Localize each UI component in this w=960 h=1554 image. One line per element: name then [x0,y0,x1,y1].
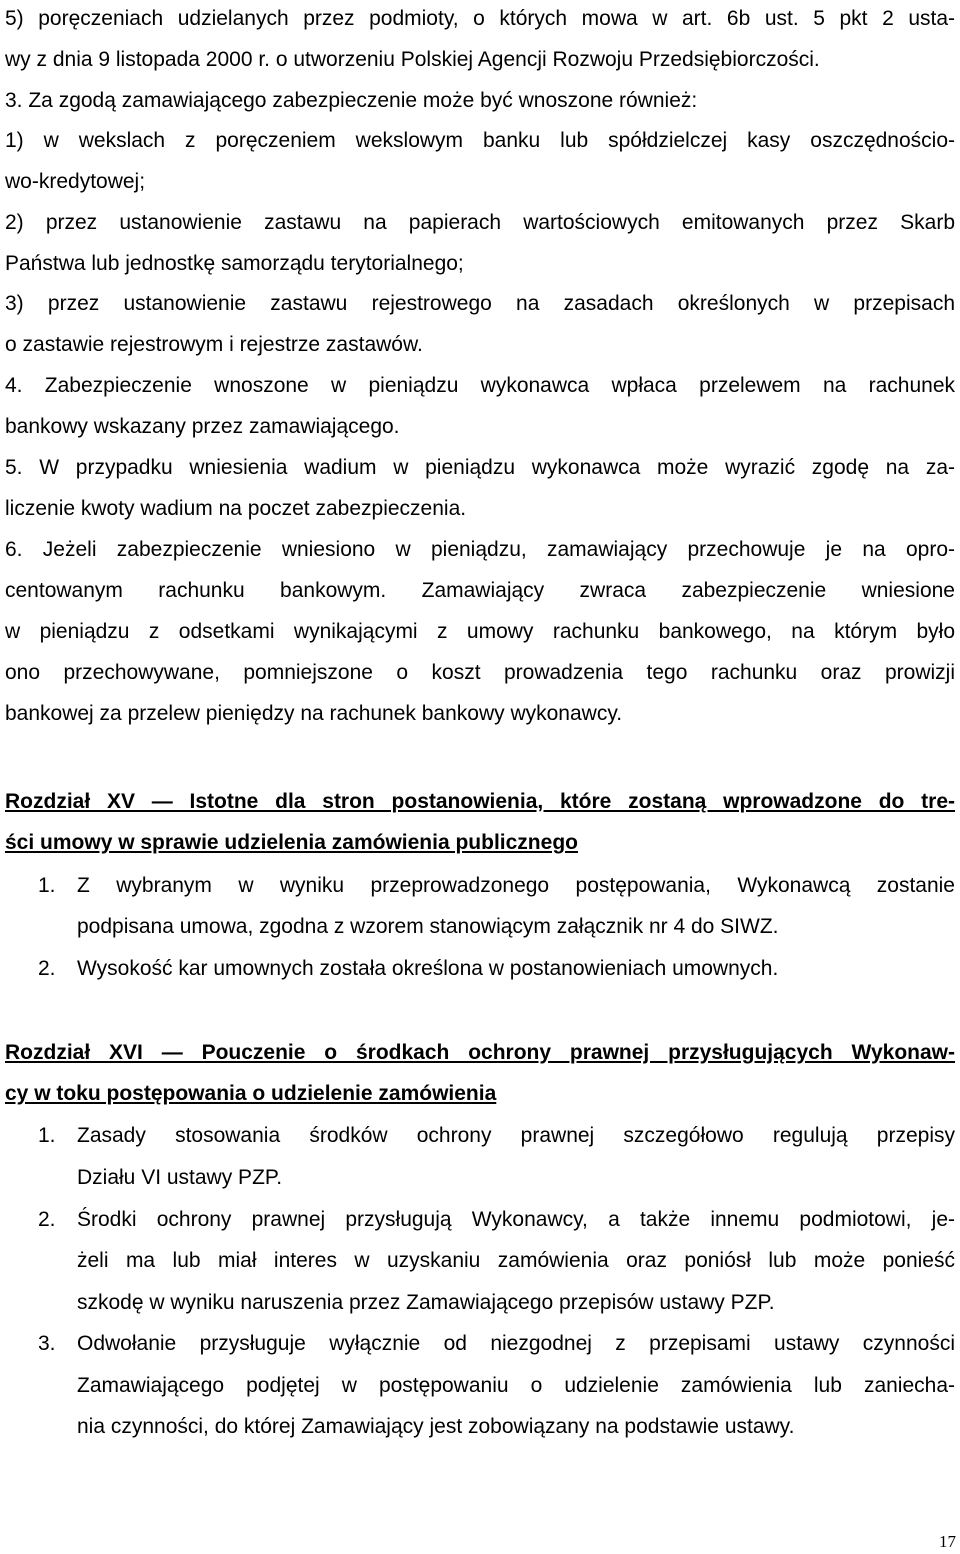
text-line: o zastawie rejestrowym i rejestrze zastawów. [5,333,423,356]
list-number: 2. [38,957,56,980]
text-line: 4. Zabezpieczenie wnoszone w pieniądzu wykonawca wpłaca przelewem na rachunek [5,374,955,397]
text-line: bankowy wskazany przez zamawiającego. [5,415,400,438]
text-line: centowanym rachunku bankowym. Zamawiający zwraca zabezpieczenie wniesione [5,579,955,602]
list-number: 3. [38,1332,56,1355]
text-line: ono przechowywane, pomniejszone o koszt prowadzenia tego rachunku oraz prowizji [5,661,955,684]
list-item-text: Zamawiającego podjętej w postępowaniu o udzielenie zamówienia lub zaniecha- [77,1374,955,1397]
text-line: 3. Za zgodą zamawiającego zabezpieczenie może być wnoszone również: [5,89,698,112]
section-heading: cy w toku postępowania o udzielenie zamówienia [5,1082,497,1105]
list-item-text: Działu VI ustawy PZP. [77,1166,283,1189]
list-number: 1. [38,874,56,897]
list-item-text: Zasady stosowania środków ochrony prawnej szczegółowo regulują przepisy [77,1124,955,1147]
text-line: wo-kredytowej; [5,170,146,193]
page-number: 17 [939,1532,956,1551]
text-line: bankowej za przelew pieniędzy na rachunek bankowy wykonawcy. [5,702,623,725]
text-line: Państwa lub jednostkę samorządu terytorialnego; [5,252,464,275]
text-line: liczenie kwoty wadium na poczet zabezpieczenia. [5,497,467,520]
text-line: 5. W przypadku wniesienia wadium w pieniądzu wykonawca może wyrazić zgodę na za- [5,456,955,479]
text-line: 5) poręczeniach udzielanych przez podmioty, o których mowa w art. 6b ust. 5 pkt 2 usta- [5,7,955,30]
list-number: 2. [38,1208,56,1231]
list-item-text: nia czynności, do której Zamawiający jest zobowiązany na podstawie ustawy. [77,1415,795,1438]
text-line: 2) przez ustanowienie zastawu na papierach wartościowych emitowanych przez Skarb [5,211,955,234]
list-item-text: Środki ochrony prawnej przysługują Wykonawcy, a także innemu podmiotowi, je- [77,1208,955,1231]
list-item-text: szkodę w wyniku naruszenia przez Zamawiającego przepisów ustawy PZP. [77,1291,775,1314]
list-item-text: podpisana umowa, zgodna z wzorem stanowiącym załącznik nr 4 do SIWZ. [77,915,779,938]
list-item-text: żeli ma lub miał interes w uzyskaniu zamówienia oraz poniósł lub może ponieść [77,1249,955,1272]
text-line: 1) w wekslach z poręczeniem wekslowym banku lub spółdzielczej kasy oszczędnościo- [5,129,955,152]
text-line: w pieniądzu z odsetkami wynikającymi z umowy rachunku bankowego, na którym było [5,620,955,643]
text-line: 3) przez ustanowienie zastawu rejestrowego na zasadach określonych w przepisach [5,292,955,315]
list-item-text: Odwołanie przysługuje wyłącznie od niezgodnej z przepisami ustawy czynności [77,1332,955,1355]
section-heading: Rozdział XV — Istotne dla stron postanowienia, które zostaną wprowadzone do tre- [5,790,955,813]
section-heading: ści umowy w sprawie udzielenia zamówienia publicznego [5,831,578,854]
list-item-text: Wysokość kar umownych została określona w postanowieniach umownych. [77,957,779,980]
text-line: 6. Jeżeli zabezpieczenie wniesiono w pieniądzu, zamawiający przechowuje je na opro- [5,538,955,561]
text-line: wy z dnia 9 listopada 2000 r. o utworzeniu Polskiej Agencji Rozwoju Przedsiębiorczości. [5,48,820,71]
section-heading: Rozdział XVI — Pouczenie o środkach ochrony prawnej przysługujących Wykonaw- [5,1041,955,1064]
list-item-text: Z wybranym w wyniku przeprowadzonego postępowania, Wykonawcą zostanie [77,874,955,897]
list-number: 1. [38,1124,56,1147]
